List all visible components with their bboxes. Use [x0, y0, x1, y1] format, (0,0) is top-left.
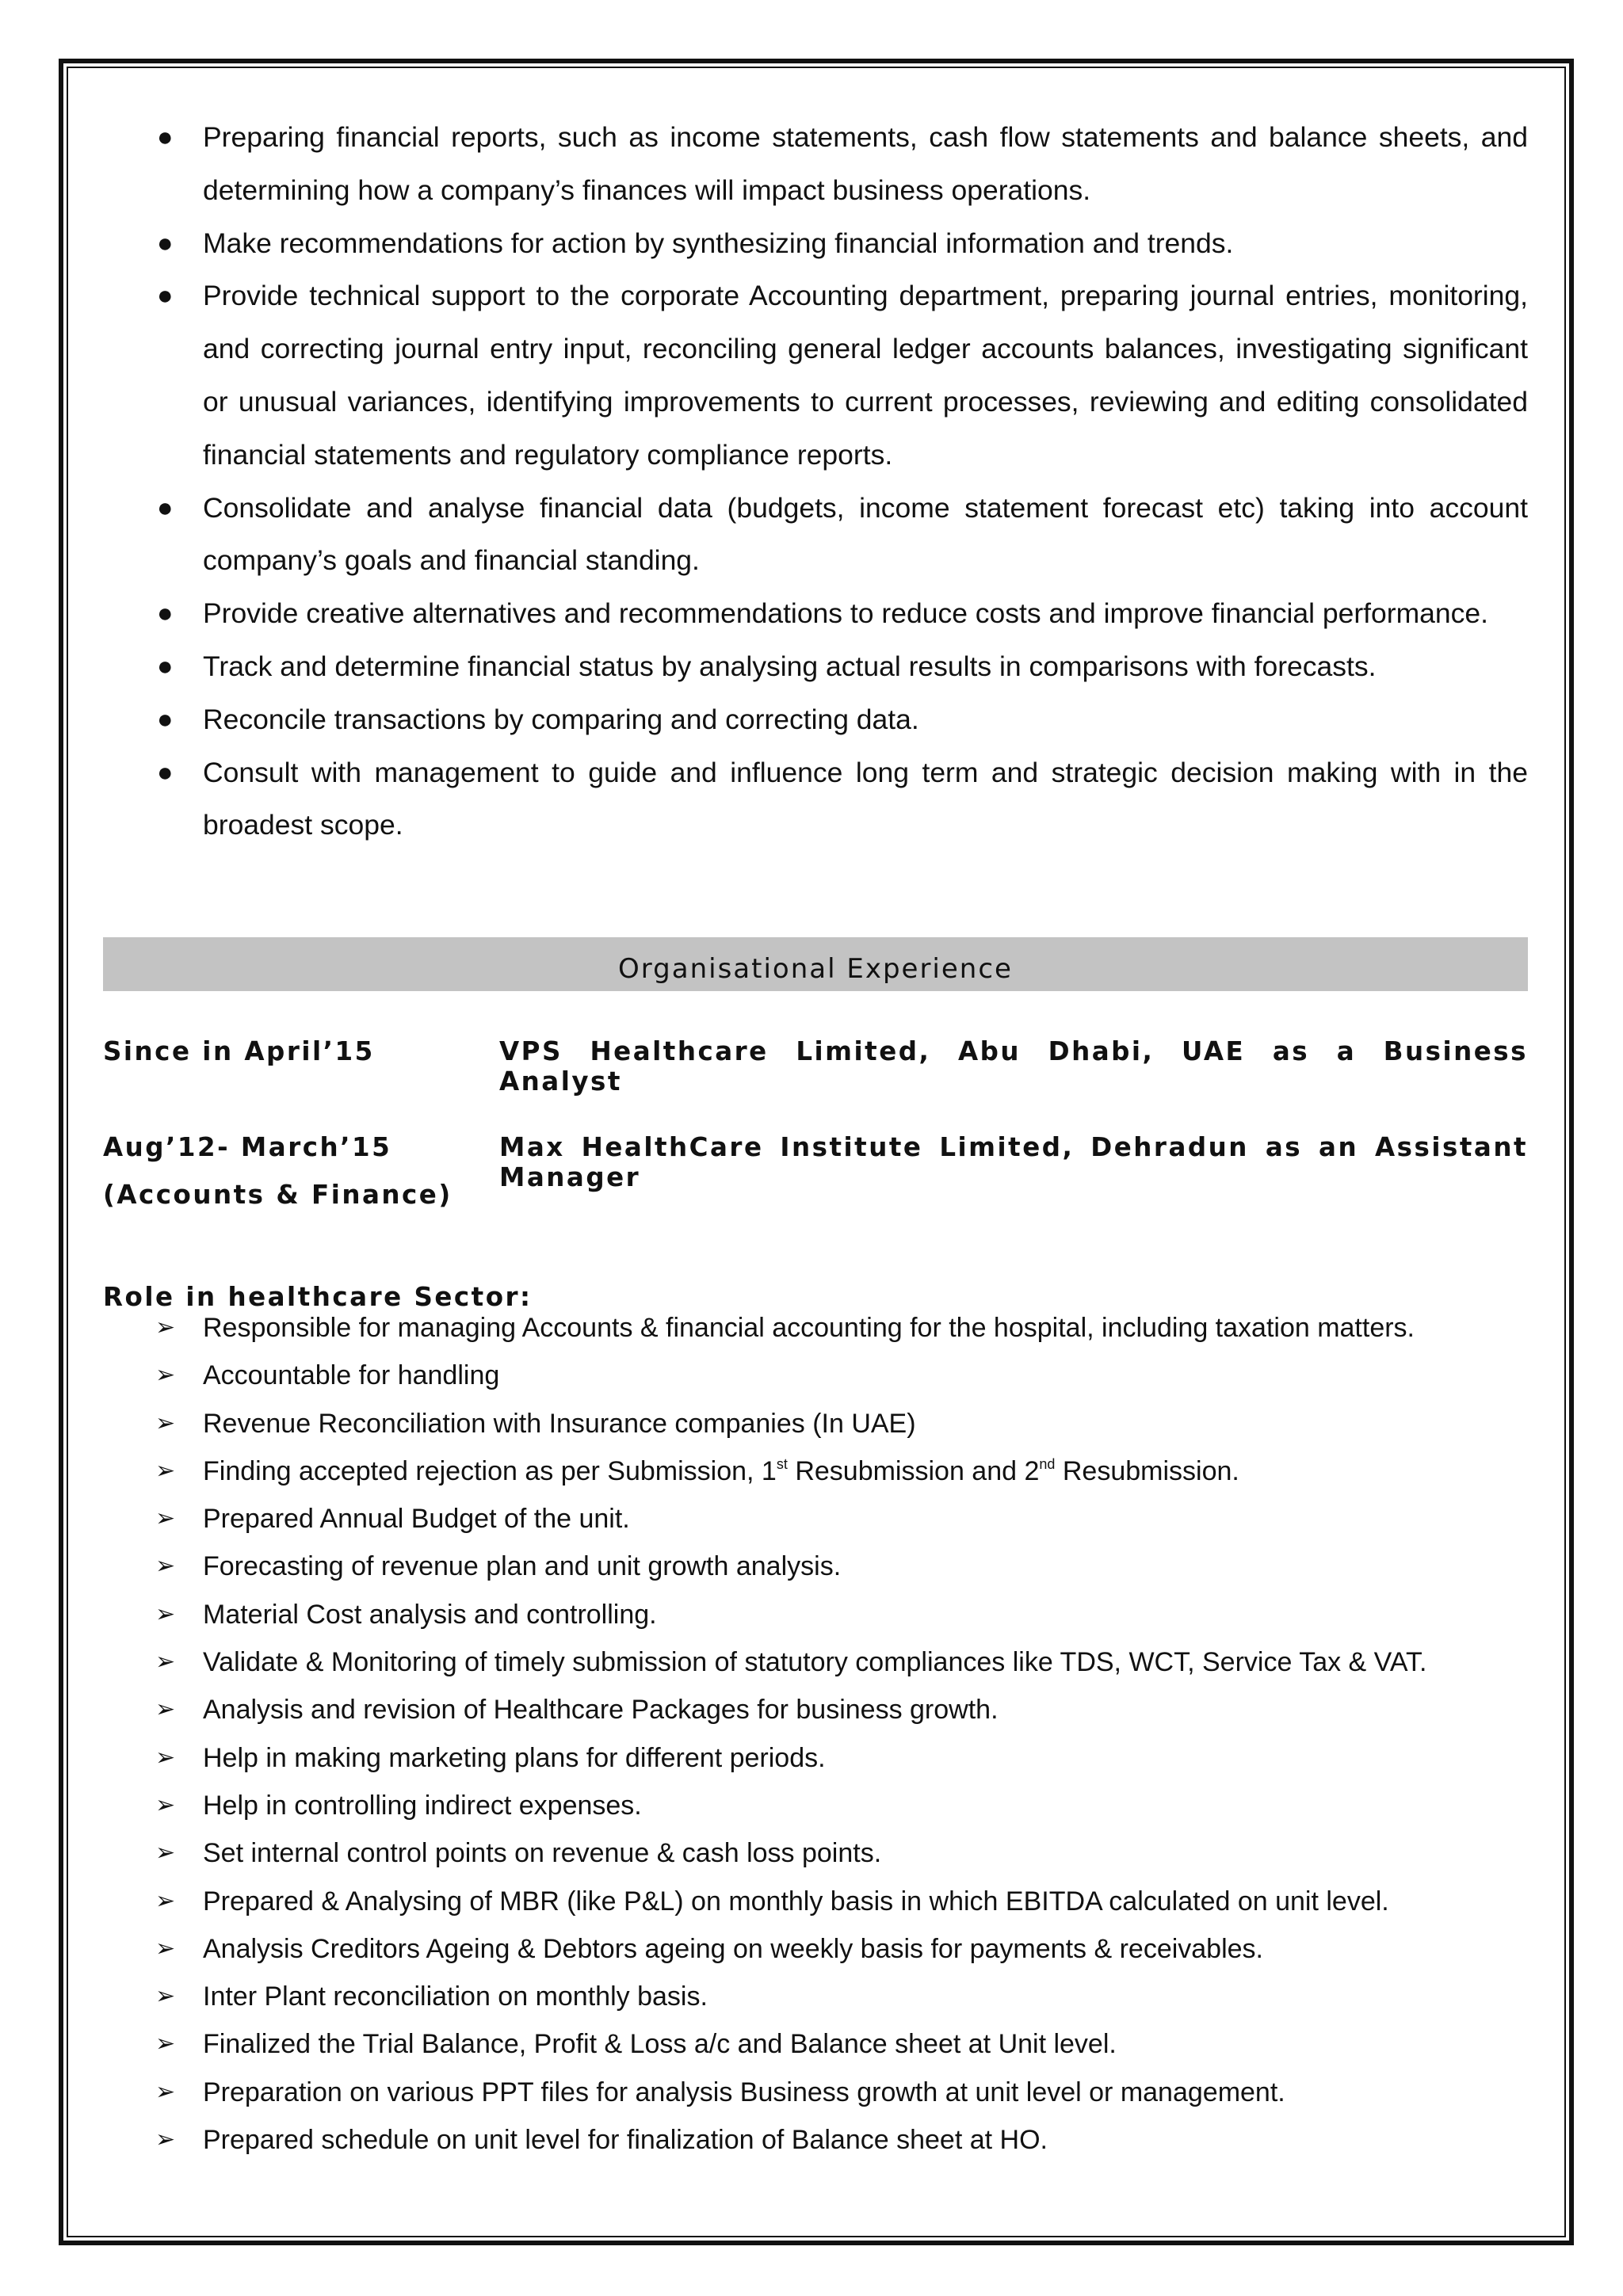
list-item: ● Consult with management to guide and influence long term and strategic decision making with in the broadest scope.	[103, 746, 1528, 852]
list-item: ➢ Analysis and revision of Healthcare Packages for business growth.	[103, 1686, 1528, 1733]
arrow-bullet-icon: ➢	[155, 1648, 176, 1676]
experience-department: (Accounts & Finance)	[103, 1180, 453, 1210]
arrow-bullet-icon: ➢	[155, 1600, 176, 1628]
list-item: ➢ Material Cost analysis and controlling.	[103, 1591, 1528, 1638]
arrow-bullet-icon: ➢	[155, 1934, 176, 1962]
arrow-bullet-icon: ➢	[155, 2030, 176, 2058]
bullet-icon: ●	[157, 650, 174, 681]
list-item: ➢ Preparation on various PPT files for analysis Business growth at unit level or management.	[103, 2069, 1528, 2116]
arrow-bullet-icon: ➢	[155, 1456, 176, 1485]
list-item: ➢ Finding accepted rejection as per Submission, 1st Resubmission and 2nd Resubmission.	[103, 1447, 1528, 1495]
bullet-icon: ●	[157, 704, 174, 734]
list-item: ➢ Prepared & Analysing of MBR (like P&L) on monthly basis in which EBITDA calculated on unit level.	[103, 1878, 1528, 1925]
list-item: ● Consolidate and analyse financial data (budgets, income statement forecast etc) taking into account company’s goals and financial standing.	[103, 482, 1528, 588]
list-item: ➢ Prepared Annual Budget of the unit.	[103, 1495, 1528, 1543]
bullet-icon: ●	[157, 280, 174, 311]
arrow-bullet-icon: ➢	[155, 1361, 176, 1390]
page-content	[103, 111, 1528, 2156]
arrow-bullet-icon: ➢	[155, 1409, 176, 1437]
experience-date: Aug’12- March’15	[103, 1132, 392, 1162]
arrow-bullet-icon: ➢	[155, 2126, 176, 2154]
bullet-icon: ●	[157, 122, 174, 152]
section-heading: Organisational Experience	[103, 937, 1528, 991]
arrow-bullet-icon: ➢	[155, 1791, 176, 1819]
list-item: ➢ Analysis Creditors Ageing & Debtors ageing on weekly basis for payments & receivables.	[103, 1925, 1528, 1973]
list-item: ● Provide creative alternatives and recommendations to reduce costs and improve financial performance.	[103, 587, 1528, 640]
list-item: ➢ Forecasting of revenue plan and unit growth analysis.	[103, 1543, 1528, 1590]
arrow-bullet-icon: ➢	[155, 1886, 176, 1915]
list-item: ● Preparing financial reports, such as income statements, cash flow statements and balance sheets, and determining how a company’s finances will impact business operations.	[103, 111, 1528, 217]
list-item: ➢ Revenue Reconciliation with Insurance companies (In UAE)	[103, 1400, 1528, 1447]
list-item: ● Track and determine financial status by analysing actual results in comparisons with forecasts.	[103, 640, 1528, 693]
list-item: ➢ Inter Plant reconciliation on monthly basis.	[103, 1973, 1528, 2020]
arrow-bullet-icon: ➢	[155, 1552, 176, 1581]
arrow-bullet-icon: ➢	[155, 1839, 176, 1867]
arrow-bullet-icon: ➢	[155, 1314, 176, 1341]
arrow-bullet-icon: ➢	[155, 2077, 176, 2106]
bullet-icon: ●	[157, 757, 174, 788]
experience-description: VPS Healthcare Limited, Abu Dhabi, UAE as a Business Analyst	[499, 1036, 1528, 1097]
experience-description: Max HealthCare Institute Limited, Dehradun as an Assistant Manager	[499, 1132, 1528, 1192]
list-item: ➢ Help in making marketing plans for different periods.	[103, 1734, 1528, 1782]
list-item: ● Provide technical support to the corporate Accounting department, preparing journal entries, monitoring, and correcting journal entry input, reconciling general ledger accounts balances, investigating significant or unusual variances, identifying improvements to current processes, reviewing and editing consolidated financial statements and regulatory compliance reports.	[103, 269, 1528, 481]
list-item: ➢ Help in controlling indirect expenses.	[103, 1782, 1528, 1829]
arrow-bullet-icon: ➢	[155, 1982, 176, 2011]
arrow-bullet-icon: ➢	[155, 1695, 176, 1724]
list-item: ➢ Accountable for handling	[103, 1352, 1528, 1399]
list-item: ➢ Finalized the Trial Balance, Profit & Loss a/c and Balance sheet at Unit level.	[103, 2020, 1528, 2068]
list-item: ● Reconcile transactions by comparing and correcting data.	[103, 693, 1528, 746]
experience-date: Since in April’15	[103, 1036, 375, 1066]
list-item: ➢ Responsible for managing Accounts & financial accounting for the hospital, including taxation matters.	[103, 1304, 1528, 1352]
list-item: ➢ Prepared schedule on unit level for finalization of Balance sheet at HO.	[103, 2116, 1528, 2164]
responsibilities-list	[103, 111, 1528, 852]
list-item: ➢ Validate & Monitoring of timely submission of statutory compliances like TDS, WCT, Service Tax & VAT.	[103, 1638, 1528, 1686]
bullet-icon: ●	[157, 227, 174, 258]
role-heading: Role in healthcare Sector:	[103, 1282, 533, 1312]
bullet-icon: ●	[157, 492, 174, 523]
role-list	[103, 1304, 1528, 2164]
list-item: ● Make recommendations for action by synthesizing financial information and trends.	[103, 217, 1528, 270]
list-item: ➢ Set internal control points on revenue & cash loss points.	[103, 1829, 1528, 1877]
arrow-bullet-icon: ➢	[155, 1743, 176, 1772]
arrow-bullet-icon: ➢	[155, 1505, 176, 1533]
bullet-icon: ●	[157, 598, 174, 629]
